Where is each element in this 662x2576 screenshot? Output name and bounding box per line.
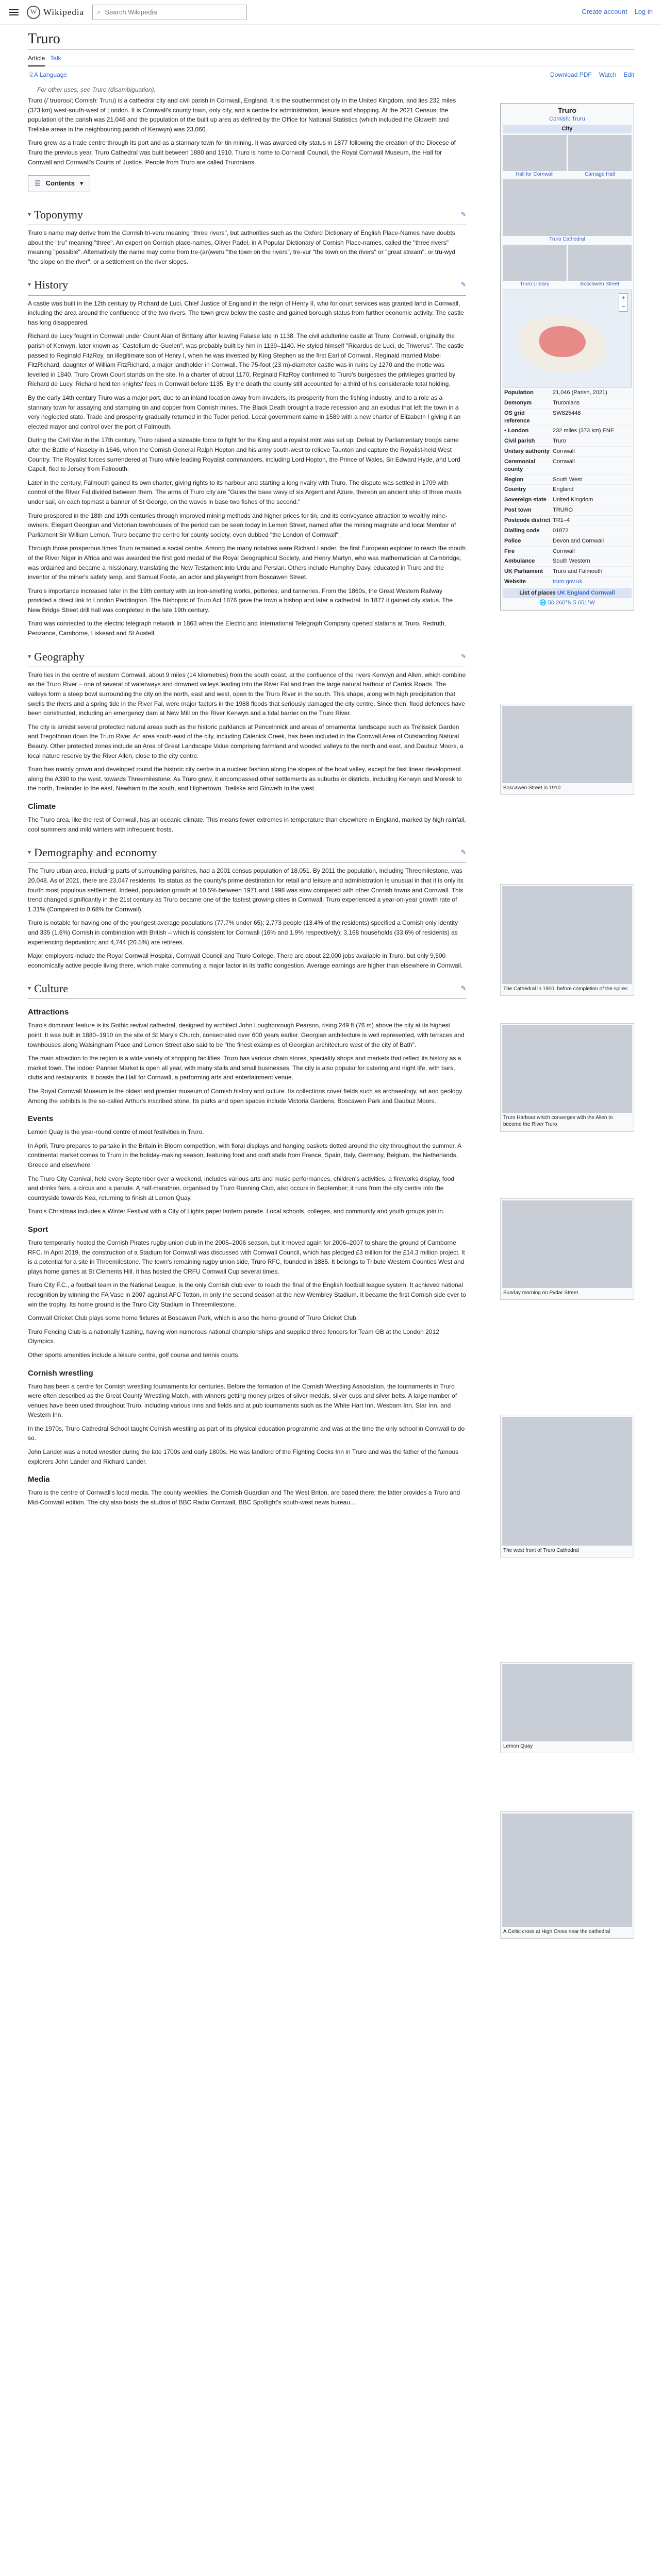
infobox-row xyxy=(503,495,632,505)
infobox-title: Truro xyxy=(558,106,576,114)
infobox-value: SW825448 xyxy=(553,410,581,416)
paragraph: Truro prospered in the 18th and 19th centuries through improved mining methods and higher prices for tin, and its conveyance attraction to wealthy mine-owners. Elegant Georgian and Victorian townhouses of the period can be seen today in Lemon Street, named after the mining magnate and local Member of Parliament Sir William Lemon. Truro became the centre for county society, even dubbed "the London of Cornwall". xyxy=(28,512,456,538)
article-body xyxy=(28,96,634,1935)
infobox-value: Truro xyxy=(553,438,566,445)
paragraph: Major employers include the Royal Cornwall Hospital, Cornwall Council and Truro College. There are about 22,000 jobs available in Truro, but only 9,500 economically active people living there, which make commuting a major factor in its traffic congestion. Average earnings are higher than elsewhere in Cornwall. xyxy=(28,952,463,969)
search-icon: ⌕ xyxy=(97,8,101,16)
toc-icon: ☰ xyxy=(35,179,41,188)
subsection-heading: Media xyxy=(28,1475,50,1484)
paragraph: The city is amidst several protected natural areas such as the historic parklands at Penceinnick and areas of ornamental landscape such as Trelissick Garden and Tregothnan down the Truro River. An area south-east of the city, including Calenick Creek, has been included in the Cornwall Area of Outstanding Natural Beauty. Other protected zones include an Area of Great Landscape Value comprising farmland and wooded valleys to the north and east, and Daubuz Moors, a local nature reserve by the River Allen, close to the city centre. xyxy=(28,723,464,759)
tab-article[interactable]: Article xyxy=(28,52,45,66)
infobox-label: Postcode district xyxy=(504,517,551,523)
wikipedia-logo[interactable] xyxy=(27,5,84,19)
infobox-row xyxy=(503,556,632,566)
locator-map[interactable] xyxy=(503,290,632,387)
paragraph: Truro is notable for having one of the youngest average populations (77.7% under 65); 2,773 people (13.4% of the residents) specified a Cornish only identity and 335 (1.6%) Cornish in combination with British – which is consistent for Cornwall (16% and 1.9% respectively); 3,168 households (33.6% of residents) as experiencing deprivation; and 4,744 (20.5%) are retirees. xyxy=(28,919,458,946)
wordmark-text: Wikipedia xyxy=(43,7,85,17)
infobox-value: Cornwall xyxy=(553,448,575,455)
subsection-heading: Cornish wrestling xyxy=(28,1368,93,1378)
infobox-row xyxy=(503,566,632,577)
collapse-icon: ▾ xyxy=(28,210,31,218)
paragraph: Truro City F.C., a football team in the National League, is the only Cornish club ever to reach the final of the English football league system. It achieved national recognition by winning the FA Vase in 2007 against AFC Totton, in only the second season at the new Wembley Stadium. It became the first Cornish side ever to win the trophy. Its home ground is the Truro City Stadium in Threemilestone. xyxy=(28,1281,466,1308)
infobox-label: Police xyxy=(504,537,521,544)
photo-boscawen-street[interactable] xyxy=(568,245,632,281)
thumbnail[interactable]: The west front of Truro Cathedral xyxy=(500,1415,634,1558)
infobox-label: Country xyxy=(504,486,526,493)
infobox-row xyxy=(503,536,632,546)
subsection-heading: Attractions xyxy=(28,1008,69,1017)
infobox-row xyxy=(503,456,632,474)
paragraph: A castle was built in the 12th century by Richard de Luci, Chief Justice of England in the reign of Henry II, who for court services was granted land in Cornwall, including the area around the confluence of the two rivers. The town grew below the castle and gained borough status from further economic activity. The castle has long disappeared. xyxy=(28,299,464,326)
search-input[interactable] xyxy=(104,8,242,16)
infobox-row xyxy=(503,398,632,408)
paragraph: In April, Truro prepares to partake in the Britain in Bloom competition, with floral displays and hanging baskets dotted around the city throughout the summer. A continental market comes to Truro in the holiday-making season, featuring food and craft stalls from France, Spain, Italy, Germany, Belgium, the Netherlands, Greece and elsewhere. xyxy=(28,1142,461,1168)
places-uk-link[interactable]: UK xyxy=(557,589,566,596)
section-heading[interactable]: ▾ Geography ✎ xyxy=(28,648,466,667)
page-title: Truro xyxy=(28,30,634,50)
infobox-label: Civil parish xyxy=(504,438,535,445)
paragraph: Later in the century, Falmouth gained its own charter, giving rights to its harbour and starting a long rivalry with Truro. The dispute was settled in 1709 with control of the River Fal divided between them. The arms of Truro city are "Gules the base wavy of six Argent and Azure, thereon an ancient ship of three masts under sail, on each topmast a banner of St George, on the waves in base two fishes of the second." xyxy=(28,479,462,505)
infobox-value: 01872 xyxy=(553,527,569,534)
infobox-row xyxy=(503,546,632,556)
collapse-icon: ▾ xyxy=(28,985,31,992)
infobox-label: Dialling code xyxy=(504,527,540,534)
paragraph: John Lander was a noted wrestler during the late 1700s and early 1800s. He was landlord of the Fighting Cocks Inn in Truro and was the father of the famous explorers John Lander and Richard Lander. xyxy=(28,1448,459,1465)
tab-talk[interactable]: Talk xyxy=(50,55,61,62)
paragraph: Truro lies in the centre of western Cornwall, about 9 miles (14 kilometres) from the south coast, at the confluence of the rivers Kenwyn and Allen, which combine as the Truro River – one of several of waterways and drowned valleys leading into the River Fal and then the large natural harbour of Carrick Roads. The valleys form a steep bowl surrounding the city on the north, east and west, open to the Truro River in the south. This shape, along with high precipitation that swells the rivers and a spring tide in the River Fal, were major factors in the 1988 floods that seriously damaged the city centre. Since then, flood defences have been constructed, including an emergency dam at New Mill on the River Kenwyn and a tidal barrier on the Truro River. xyxy=(28,671,466,717)
infobox xyxy=(500,103,634,611)
subsection-heading: Sport xyxy=(28,1225,48,1234)
places-england-link[interactable]: England xyxy=(567,589,590,596)
thumbnail[interactable]: Boscawen Street in 1910 xyxy=(500,704,634,795)
infobox-value: England xyxy=(553,486,574,493)
menu-icon[interactable] xyxy=(9,9,19,15)
infobox-label: Fire xyxy=(504,548,515,554)
edit-section-button[interactable]: ✎ xyxy=(460,210,466,218)
map-highlight xyxy=(539,326,586,357)
infobox-row xyxy=(503,474,632,485)
thumbnail[interactable]: A Celtic cross at High Cross near the cathedral xyxy=(500,1811,634,1939)
section-geography: ▾ Geography ✎ Truro lies in the centre of western Cornwall, about 9 miles (14 kilometres) from the south coast, at the confluence of the rivers Kenwyn and Allen, which combine as the Truro River – one of several of waterways and drowned valleys leading into the River Fal and then the large natural harbour of Carrick Roads. The valleys form a steep bowl surrounding the city on the north, east and west, open to the Truro River in the south. This shape, along with high precipitation that swells the rivers and a spring tide in the River Fal, were major factors in the 1988 floods that seriously damaged the city centre. Since then, flood defences have been constructed, including an emergency dam at New Mill on the River Kenwyn and a tidal barrier on the Truro River. The city is amidst several protected natural areas such as the historic parklands at Penceinnick and areas of ornamental landscape such as Trelissick Garden and Tregothnan down the Truro River. An area south-east of the city, including Calenick Creek, has been included in the Cornwall Area of Outstanding Natural Beauty. Other protected zones include an Area of Great Landscape Value comprising farmland and wooded valleys to the north and east, and Daubuz Moors, a local nature reserve by the River Allen, close to the city centre. Truro has mainly grown and developed round the historic city centre in a nuclear fashion along the slopes of the bowl valley, except for fast linear development along the A390 to the west, towards Threemilestone. As Truro grew, it encompassed other settlements as suburbs or districts, including Kenwyn and Moresk to the north, Trelander to the east, Newham to the south, and Highertown, Treliske and Gloweth to the west. Climate The Truro area, like the rest of Cornwall, has an oceanic climate. This means fewer extremes in temperature than elsewhere in England, marked by high rainfall, cool summers and mild winters with infrequent frosts. xyxy=(28,648,466,835)
globe-pin-icon: 🌐 xyxy=(539,599,548,606)
thumbnail[interactable]: Sunday morning on Pydar Street xyxy=(500,1198,634,1300)
toc-button[interactable]: ☰ Contents ▾ xyxy=(28,175,90,192)
download-pdf-button[interactable]: Download PDF xyxy=(550,71,592,78)
thumbnail[interactable]: Lemon Quay xyxy=(500,1662,634,1754)
paragraph: Truro is the centre of Cornwall's local media. The county weeklies, the Cornish Guardian and The West Briton, are based there; the latter provides a Truro and Mid-Cornwall edition. The city also hosts the studios of BBC Radio Cornwall, BBC Spotlight's south-west news bureau... xyxy=(28,1489,460,1506)
thumbnail[interactable]: The Cathedral in 1900, before completion of the spires xyxy=(500,884,634,996)
infobox-row xyxy=(503,426,632,436)
paragraph: The Royal Cornwall Museum is the oldest and premier museum of Cornish history and culture. Its collections cover fields such as archaeology, art and geology. Among the exhibits is the so-called Arthur's inscribed stone. Its parks and open spaces include Victoria Gardens, Boscawen Park and Daubuz Moors. xyxy=(28,1088,464,1105)
paragraph: During the Civil War in the 17th century, Truro raised a sizeable force to fight for the King and a royalist mint was set up. Defeat by Parliamentary troops came after the Battle of Naseby in 1646, when the Cornish General Ralph Hopton and his army south-west to relieve Taunton and capture the Royalist-held West Country. The Royalist forces surrendered at Truro while leading Royalist commanders, including Lord Hopton, the Prince of Wales, Sir Edward Hyde, and Lord Capell, fled to Jersey from Falmouth. xyxy=(28,436,460,473)
chevron-down-icon: ▾ xyxy=(80,179,84,188)
infobox-places-row: List of places UK England Cornwall xyxy=(503,588,632,598)
paragraph: The Truro urban area, including parts of surrounding parishes, had a 2001 census population of 18,051. By 2011 the population, including Threemilestone, was 20,048. As of 2021, there are 23,047 residents. Its status as the county's prime destination for retail and leisure and administration is unusual in that it is only its fourth most populous settlement. Indeed, population growth at 10.5% between 1971 and 1998 was slow compared with other Cornish towns and Cornwall. This trend changed significantly in the 21st century as Truro became one of the fastest growing cities in Cornwall; Truro experienced a year-on-year growth rate of 1.31% (Compared to 0.68% for Cornwall). xyxy=(28,867,464,913)
infobox-label: UK Parliament xyxy=(504,568,543,575)
paragraph: Truro's importance increased later in the 19th century with an iron-smelting works, potteries, and tanneries. From the 1860s, the Great Western Railway provided a direct link to London Paddington. The Bishopric of Truro Act 1876 gave the town a bishop and later a cathedral. In 1877 it gained city status. The New Bridge Street drill hall was completed in the late 19th century. xyxy=(28,587,453,614)
globe-icon: W xyxy=(27,6,40,19)
edit-button[interactable]: Edit xyxy=(623,71,634,78)
paragraph: Truro has mainly grown and developed round the historic city centre in a nuclear fashion along the slopes of the bowl valley, except for fast linear development along the A390 to the west, towards Threemilestone. As Truro grew, it encompassed other settlements as suburbs or districts, including Kenwyn and Moresk to the north, Trelander to the east, Newham to the south, and Highertown, Treliske and Gloweth to the west. xyxy=(28,766,462,792)
infobox-row xyxy=(503,526,632,536)
infobox-label: OS grid reference xyxy=(504,410,530,424)
infobox-montage: Hall for Cornwall Carnage Hall Truro Cathedral Truro Library Boscawen Street xyxy=(503,135,632,288)
infobox-label: Region xyxy=(504,476,524,483)
subsection-heading: Events xyxy=(28,1114,54,1124)
infobox-row xyxy=(503,446,632,456)
paragraph: Cornwall Cricket Club plays some home fixtures at Boscawen Park, which is also the home ground of Truro Cricket Club. xyxy=(28,1314,358,1322)
infobox-label: Post town xyxy=(504,507,532,514)
intro-paragraph: Truro grew as a trade centre through its port and as a stannary town for tin mining. It was awarded city status in 1877 following the creation of the Diocese of Truro the previous year. Truro Cathedral was built between 1880 and 1910. Truro is home to Cornwall Council, the Royal Cornwall Museum, the Hall for Cornwall and Cornwall's Courts of Justice. People from Truro are called Truronians. xyxy=(28,139,456,166)
infobox-type: City xyxy=(503,125,632,133)
paragraph: Truro's dominant feature is its Gothic revival cathedral, designed by architect John Loughborough Pearson, rising 249 ft (76 m) above the city at its highest point. It was built in 1880–1910 on the site of St Mary's Church, consecrated over 600 years earlier. Georgian architecture is well represented, with terraces and townhouses along Walsingham Place and Lemon Street also said to be "the finest examples of Georgian architecture west of the city of Bath". xyxy=(28,1022,465,1048)
infobox-value: Devon and Cornwall xyxy=(553,537,604,544)
paragraph: Through those prosperous times Truro remained a social centre. Among the many notables were Richard Lander, the first European explorer to reach the mouth of the River Niger in Africa and was awarded the first gold medal of the Royal Geographical Society, and Henry Martyn, who was mathematician at Cambridge, was ordained and became a missionary, translating the New Testament into Urdu and Persian. Others include Humphry Davy, educated in Truro and the inventor of the miner's safety lamp, and Samuel Foote, an actor and playwright from Boscawen Street. xyxy=(28,545,466,581)
infobox-label: Sovereign state xyxy=(504,497,547,503)
user-links xyxy=(582,7,653,18)
infobox-row xyxy=(503,505,632,515)
infobox-value: 21,046 (Parish, 2021) xyxy=(553,389,607,396)
paragraph: The main attraction to the region is a wide variety of shopping facilities. Truro has various chain stores, speciality shops and markets that reflect its history as a market town. The indoor Pannier Market is open all year, with many stalls and small businesses. The city is also popular for catering and night life, with bars, clubs and restaurants. It boasts the Hall for Cornwall, a performing arts and entertainment venue. xyxy=(28,1055,461,1081)
watch-button[interactable]: Watch xyxy=(599,71,617,78)
create-account-link[interactable]: Create account xyxy=(582,8,627,16)
section-demography xyxy=(28,843,466,970)
website-link[interactable]: truro.gov.uk xyxy=(553,579,583,585)
paragraph: Truro's Christmas includes a Winter Festival with a City of Lights paper lantern parade. Local schools, colleges, and community and youth groups join in. xyxy=(28,1208,445,1215)
paragraph: Lemon Quay is the year-round centre of most festivities in Truro. xyxy=(28,1128,204,1136)
section-history xyxy=(28,276,466,638)
infobox-value: Cornwall xyxy=(553,458,575,465)
infobox-row xyxy=(503,515,632,526)
section-culture xyxy=(28,979,466,1507)
paragraph: By the early 14th century Truro was a major port, due to an inland location away from invaders, its prosperity from the fishing industry, and to a role as a stannary town for assaying and stamping tin and copper from Cornish mines. The Black Death brought a trade recession and an exodus that left the town in a very neglected state. Trade and prosperity gradually returned in the Tudor period. Local government came in 1589 with a new charter of Elizabeth I giving it an elected mayor and control over the port of Falmouth. xyxy=(28,394,461,430)
photo-carnage-hall[interactable] xyxy=(568,135,632,171)
infobox-row xyxy=(503,387,632,398)
collapse-icon: ▾ xyxy=(28,281,31,289)
edit-section-button[interactable]: ✎ xyxy=(460,849,466,856)
namespace-tabs xyxy=(28,50,634,66)
infobox-label: • London xyxy=(504,428,529,434)
map-zoom-controls[interactable]: + − xyxy=(619,293,628,312)
page xyxy=(0,25,662,1935)
photo-truro-cathedral[interactable] xyxy=(503,179,632,236)
main-column xyxy=(28,96,466,1507)
section-heading[interactable]: ▾ History ✎ xyxy=(28,276,466,295)
paragraph: Truro was connected to the electric telegraph network in 1863 when the Electric and International Telegraph Company opened stations at Truro, Redruth, Penzance, Camborne, Liskeard and St Austell. xyxy=(28,620,446,637)
collapse-icon: ▾ xyxy=(28,652,31,660)
edit-section-button[interactable]: ✎ xyxy=(460,985,466,992)
paragraph: Truro temporarily hosted the Cornish Pirates rugby union club in the 2005–2006 season, but it moved again for 2006–2007 to share the ground of Camborne RFC. In April 2019, the construction of a Stadium for Cornwall was discussed with Cornwall Council, which has pledged £3 million for the £14.3 million project. It is a potential for a site in Threemilestone. The town's remaining rugby union side, Truro RFC, founded in 1885. It belongs to Tribute Western Counties West and plays home games at St Clements Hill. It has hosted the CRFU Cornwall Cup several times. xyxy=(28,1239,465,1275)
search-box[interactable] xyxy=(92,5,247,20)
collapse-icon: ▾ xyxy=(28,849,31,856)
infobox-website-row: Website truro.gov.uk xyxy=(503,577,632,587)
places-cornwall-link[interactable]: Cornwall xyxy=(591,589,615,596)
paragraph: Truro Fencing Club is a nationally flashing, having won numerous national championships and supplied three fencers for Team GB at the London 2012 Olympics. xyxy=(28,1328,439,1345)
infobox-subtitle: Cornish: Truru xyxy=(549,115,585,122)
language-button[interactable]: 文A Language xyxy=(28,71,68,78)
infobox-label: Ceremonial county xyxy=(504,458,535,472)
infobox-label: Ambulance xyxy=(504,558,535,565)
toolbar xyxy=(28,67,634,83)
paragraph: In the 1970s, Truro Cathedral School taught Cornish wrestling as part of its physical education programme and was at the time the only school in Cornwall to do so. xyxy=(28,1425,465,1442)
infobox-row xyxy=(503,436,632,446)
infobox-value: TR1–4 xyxy=(553,517,570,523)
infobox-label: Unitary authority xyxy=(504,448,550,455)
edit-section-button[interactable]: ✎ xyxy=(460,281,466,289)
infobox-value: 232 miles (373 km) ENE xyxy=(553,428,615,434)
infobox-value: Truro and Falmouth xyxy=(553,568,603,575)
thumbnail[interactable]: Truro Harbour which converges with the Allen to become the River Truro xyxy=(500,1023,634,1132)
log-in-link[interactable]: Log in xyxy=(634,8,653,16)
infobox-label: Demonym xyxy=(504,399,532,406)
section-toponymy: ▾ Toponymy ✎ Truro's name may derive from the Cornish tri-veru meaning "three rivers", but authorities such as the Oxford Dictionary of English Place-Names have doubts about the "tru" meaning "three". An expert on Cornish place-names, Oliver Padel, in A Popular Dictionary of Cornish Place-names, called the "three rivers" meaning "possible". Alternatively the name may come from tre-(an)weru "the town on the rivers", tre-vur "the town on the rivers" or "great stream", or tru-wyd "the slope on the river", or a settlement on the river slopes. xyxy=(28,206,466,267)
coordinates[interactable]: 🌐 50.260°N 5.051°W xyxy=(539,599,595,606)
infobox-value: United Kingdom xyxy=(553,497,593,503)
infobox-value: Cornwall xyxy=(553,548,575,554)
section-heading[interactable]: ▾ Demography and economy ✎ xyxy=(28,843,466,863)
paragraph: Other sports amenities include a leisure centre, golf course and tennis courts. xyxy=(28,1351,240,1359)
section-heading[interactable]: ▾ Toponymy ✎ xyxy=(28,206,466,225)
photo-truro-library[interactable] xyxy=(503,245,567,281)
paragraph: Richard de Lucy fought in Cornwall under Count Alan of Brittany after leaving Falaise late in 1138. The civil adulterine castle at Truro, Cornwall, originally the parish of Kenwyn, later known as "Castellum de Guelen", was probably built by him in 1139–1140. He styled himself "Ricardus de Luci, de Triwerus". The castle passed to Reginald FitzRoy, an illegitimate son of Henry I, when he was invested by King Stephen as the first Earl of Cornwall. Reginald married Mabel FitzRichard, daughter of William FitzRichard, a major landholder in Cornwall. The 75-foot (23 m)-diameter castle was in ruins by 1270 and the motte was levelled in 1840. Truro Crown Court stands on the site. In a charter of about 1170, Reginald FitzRoy confirmed to Truro's burgesses the privileges granted by Richard de Lucy. Richard held ten knights' fees in Cornwall before 1135. By the death the county still accounted for a third of his considerable total holding. xyxy=(28,332,464,388)
subsection-heading: Climate xyxy=(28,802,56,811)
infobox-row xyxy=(503,484,632,495)
top-bar xyxy=(0,0,662,25)
infobox-value: TRURO xyxy=(553,507,573,514)
infobox-rows xyxy=(503,387,632,577)
section-heading[interactable]: ▾ Culture ✎ xyxy=(28,979,466,999)
paragraph: Truro has been a centre for Cornish wrestling tournaments for centuries. Before the formation of the Cornish Wrestling Association, the tournaments in Truro were often described as the Great County Wrestling Match, with winners getting money prizes of silver medals, silver cups and silver belts. A large number of venues have been used throughout Truro, including various inns and fields and at pub tournaments such as the White Hart Inn, Wesbarn Inn, Star Inn, and Western Inn. xyxy=(28,1382,457,1419)
infobox-label: Population xyxy=(504,389,534,396)
infobox-value: Truronians xyxy=(553,399,580,406)
hatnote: For other uses, see Truro (disambiguation). xyxy=(37,86,156,93)
translate-icon: 文A xyxy=(28,71,40,78)
photo-hall-for-cornwall[interactable] xyxy=(503,135,567,171)
edit-section-button[interactable]: ✎ xyxy=(460,652,466,660)
intro-paragraph: Truro (/ˈtrʊəroʊ/; Cornish: Truru) is a cathedral city and civil parish in Cornwall, England. It is the southernmost city in the United Kingdom, and lies 232 miles (373 km) west-south-west of London. It is Cornwall's county town, only city, and a centre for administration, leisure and shopping. At the 2021 Census, the population of the parish was 21,046 and the population of the built up area as defined by the Office for National Statistics (which included the Gloweth and Treliske areas in the neighbouring parish of Kenwyn) was 23,060. xyxy=(28,96,456,133)
infobox-row xyxy=(503,408,632,426)
paragraph: The Truro City Carnival, held every September over a weekend, includes various arts and music performances, children's activities, a fireworks display, food and drinks fairs, a circus and a parade. A half-marathon, organised by Truro Running Club, also occurs in September; it runs from the city centre into the countryside towards Kea, returning to finish at Lemon Quay. xyxy=(28,1175,455,1201)
infobox-value: South West xyxy=(553,476,582,483)
infobox-value: South Western xyxy=(553,558,590,565)
